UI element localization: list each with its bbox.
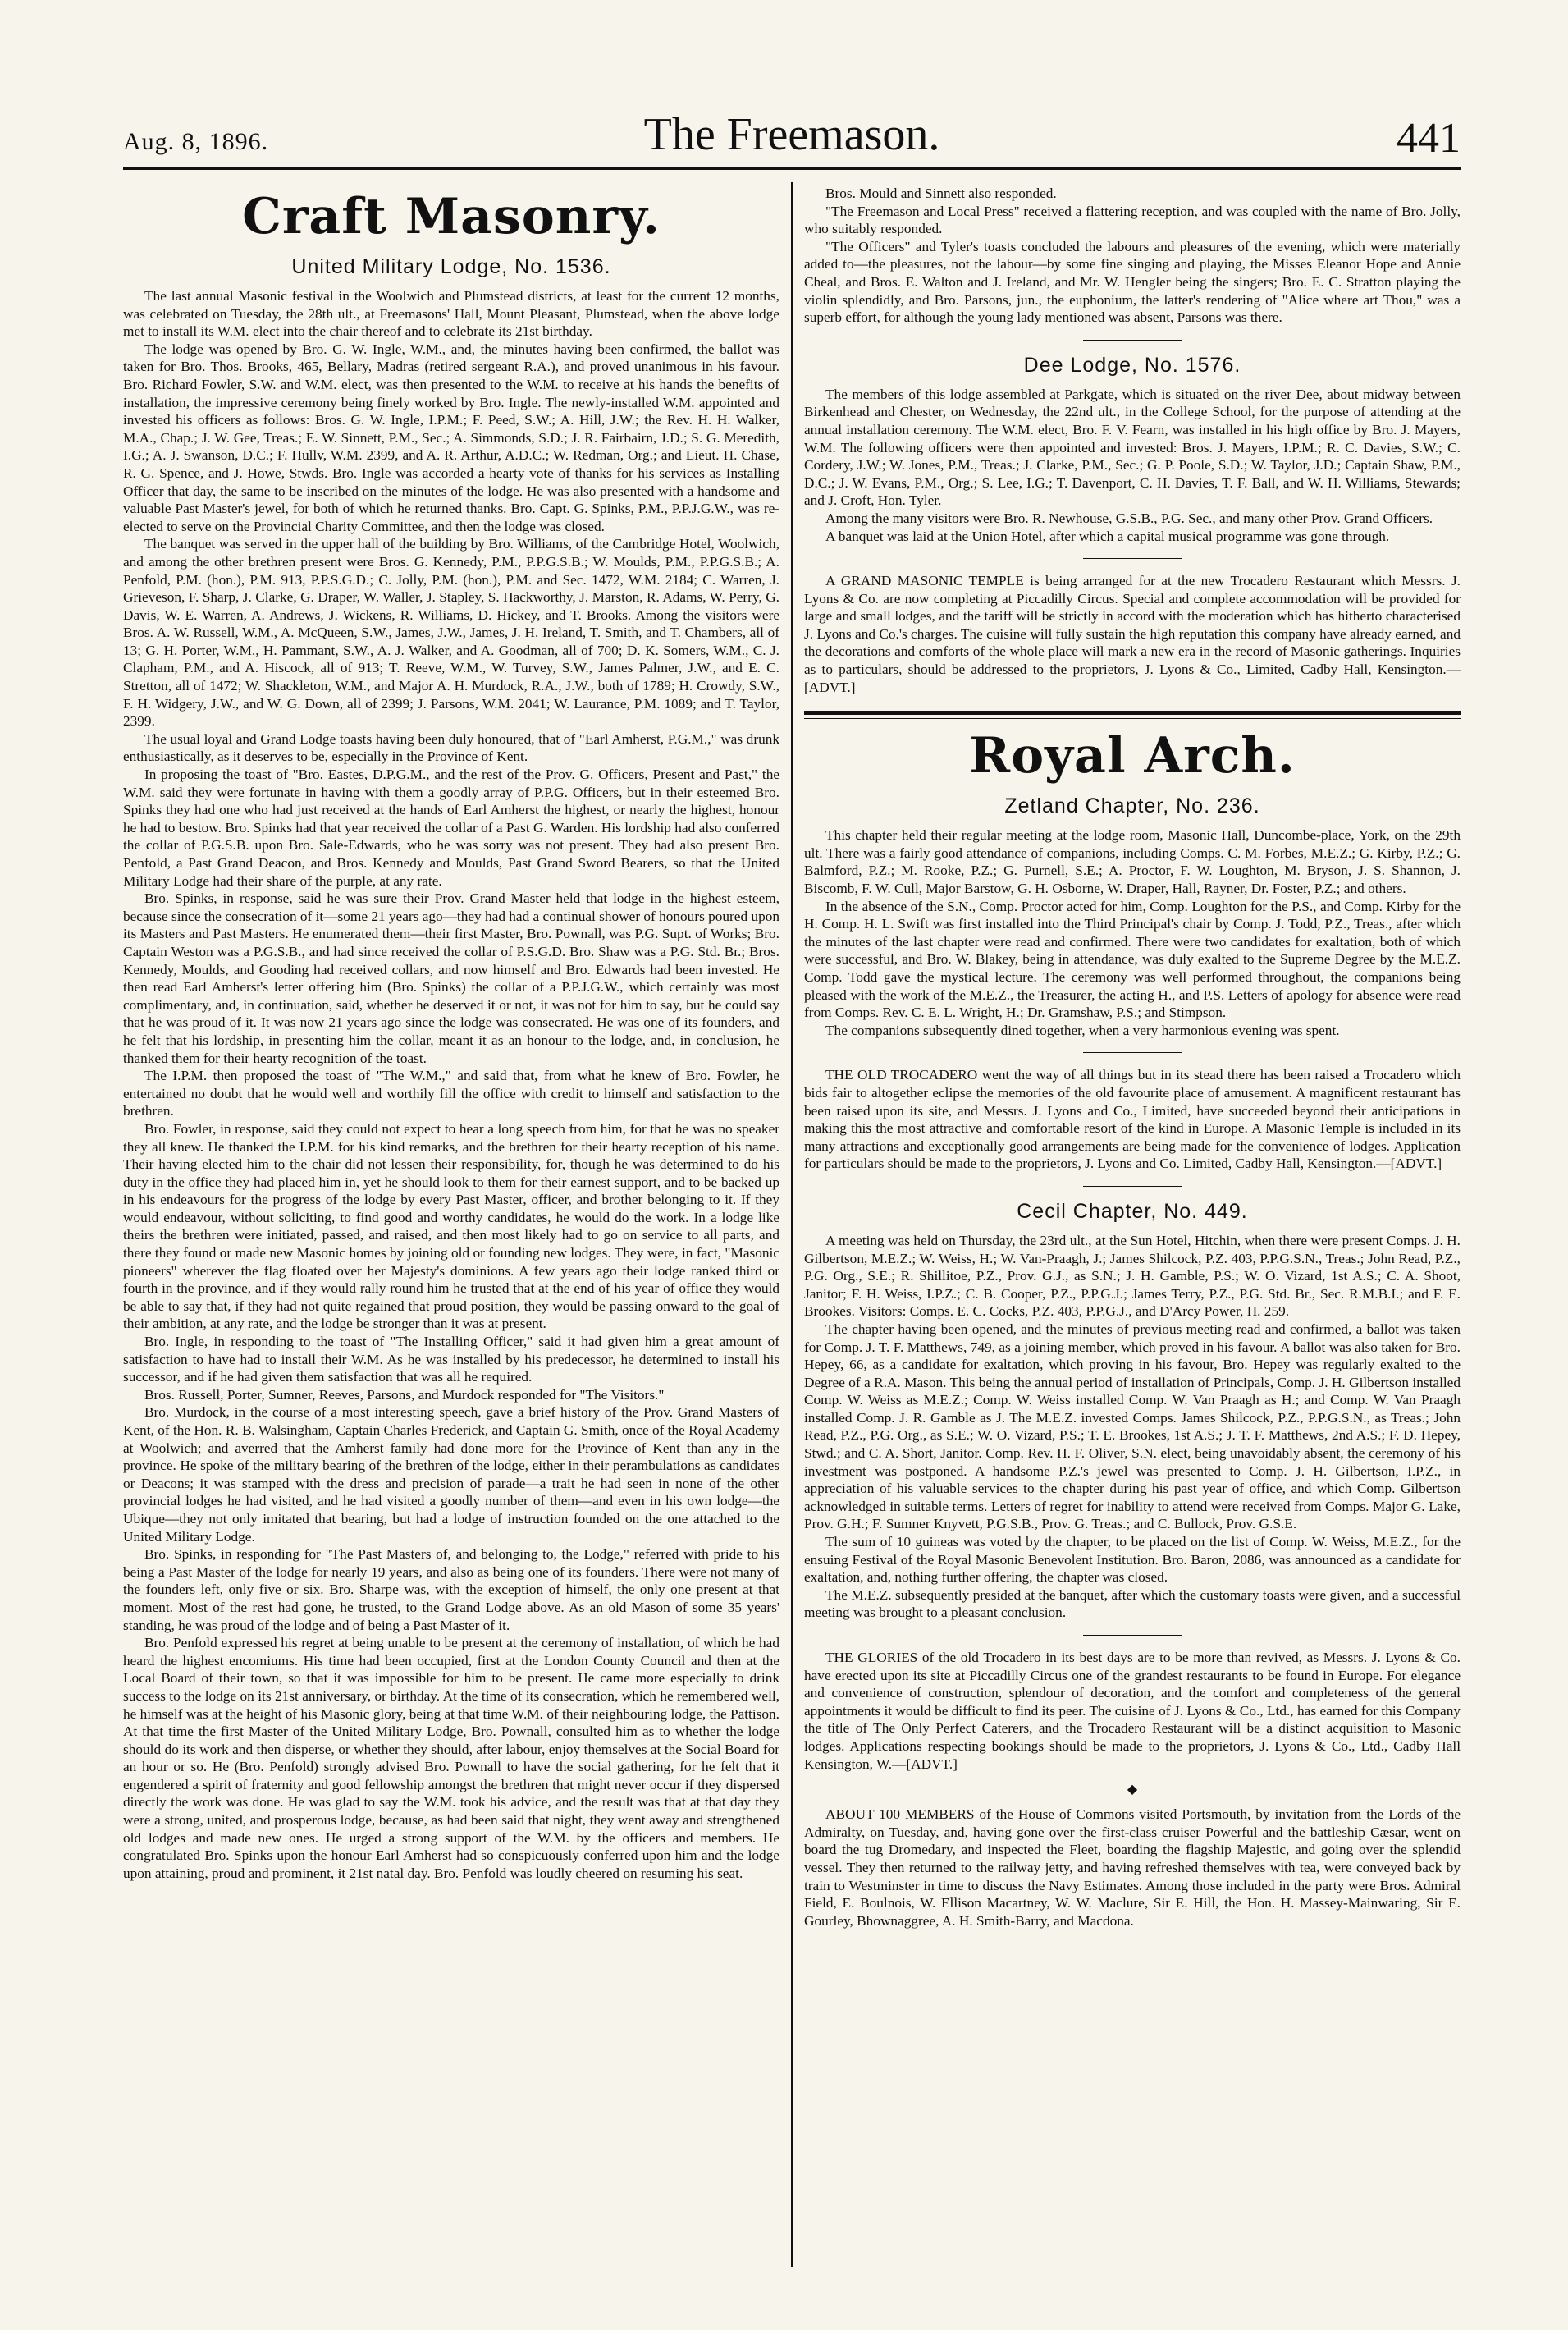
paragraph: Bros. Russell, Porter, Sumner, Reeves, Parsons, and Murdock responded for "The Visitors."	[144, 1386, 665, 1403]
paragraph: Bro. Fowler, in response, said they could not expect to hear a long speech from him, for that he was no speaker they all knew. He thanked the I.P.M. for his kind remarks, and the brethren for their hearty reception of his name. Their having elected him to the chair did not lessen their responsibility, for, though he was determined to do his duty in the office they had placed him in, yet he should look to them for their earnest support, and to be backed up in his endeavours for the progress of the lodge by every Past Master, officer, and brother belonging to it. If they would endeavour, without soliciting, to find good and worthy candidates, he would do the work. In a lodge like theirs the brethren were initiated, passed, and raised, and then most likely had to go on service to all parts, and there they found or made new Masonic homes by joining old or founding new lodges. They were, in fact, "Masonic pioneers" wherever the flag floated over her Majesty's dominions. A few years ago their lodge ranked third or fourth in the province, and if they would rally round him he trusted that at the end of his year of office they would be able to say that, if they had not quite regained that proud position, they would be passing onward to the goal of their ambition, at any rate, and the lodge be stronger than it was at present.	[123, 1120, 779, 1332]
masthead-rule	[123, 167, 1461, 170]
article-heading-zetland-chapter: Zetland Chapter, No. 236.	[1004, 794, 1260, 818]
paragraph: The sum of 10 guineas was voted by the chapter, to be placed on the list of Comp. W. Weiss, M.E.Z., for the ensuing Festival of the Royal Masonic Benevolent Institution. Bro. Baron, 2086, was announced as a candidate for exaltation, and, nothing further offering, the chapter was closed.	[804, 1534, 1461, 1586]
paragraph: The members of this lodge assembled at Parkgate, which is situated on the river Dee, about midway between Birkenhead and Chester, on Wednesday, the 22nd ult., in the College School, for the purpose of attending at the annual installation ceremony. The W.M. elect, Bro. F. V. Fearn, was installed in his high office by Bro. J. Mayers, W.M. The following officers were then appointed and invested: Bros. J. Mayers, I.P.M.; R. C. Davies, S.W.; C. Cordery, J.W.; W. Jones, P.M., Treas.; J. Clarke, P.M., Sec.; G. P. Poole, S.D.; W. Taylor, J.D.; Captain Shaw, P.M., D.C.; J. W. Evans, P.M., Org.; S. Lee, I.G.; T. Davenport, C. H. Davies, T. F. Ball, and W. H. Williams, Stewards; and J. Croft, Hon. Tyler.	[804, 386, 1461, 509]
article-continuation	[804, 185, 1461, 327]
issue-date: Aug. 8, 1896.	[123, 128, 269, 155]
separator-rule	[1083, 1635, 1182, 1636]
paragraph: Bro. Murdock, in the course of a most interesting speech, gave a brief history of the Prov. Grand Masters of Kent, of the Hon. R. B. Walsingham, Captain Charles Frederick, and Captain G. Smith, once of the Royal Academy at Woolwich; and averred that the Amherst family had done more for the Province of Kent than any in the province. He spoke of the military bearing of the brethren of the lodge, either in their perambulations as candidates or Deacons; it was stamped with the dress and precision of parade—a trait he had seen in none of the other provincial lodges he had visited, and he had visited a goodly number of them—and even in his own lodge—the Ubique—they not only imitated that bearing, but had a lodge of instruction founded on the one attached to the United Military Lodge.	[123, 1404, 779, 1545]
separator-rule	[1083, 1186, 1182, 1187]
article-heading-dee-lodge: Dee Lodge, No. 1576.	[1023, 353, 1241, 377]
paragraph: The I.P.M. then proposed the toast of "The W.M.," and said that, from what he knew of Bro. Fowler, he entertained no doubt that he would well and worthily fill the office with credit to himself and satisfaction to the brethren.	[123, 1068, 779, 1119]
section-rule-thin	[804, 718, 1461, 719]
left-column	[123, 185, 779, 1882]
newspaper-title: The Freemason.	[643, 109, 940, 160]
article-heading-cecil-chapter: Cecil Chapter, No. 449.	[1017, 1199, 1248, 1223]
paragraph: The last annual Masonic festival in the Woolwich and Plumstead districts, at least for the current 12 months, was celebrated on Tuesday, the 28th ult., at Freemasons' Hall, Mount Pleasant, Plumstead, when the above lodge met to install its W.M. elect into the chair thereof and to celebrate its 21st birthday.	[123, 288, 779, 340]
column-divider	[791, 182, 793, 2267]
article-body-cecil-chapter	[804, 1232, 1461, 1622]
paragraph: In proposing the toast of "Bro. Eastes, D.P.G.M., and the rest of the Prov. G. Officers, Present and Past," the W.M. said they were fortunate in having with them a goodly array of P.P.G. Officers, but in their esteemed Bro. Spinks they had one who had just received at the hands of Earl Amherst the highest, or nearly the highest, honour he had to bestow. Bro. Spinks had that year received the collar of a Past G. Warden. His lordship had also conferred the collar of P.G.S.B. upon Bro. Sale-Edwards, who he was sorry was not present. They had also present Bro. Penfold, a Past Grand Deacon, and Bros. Kennedy and Moulds, Past Grand Sword Bearers, so that the United Military Lodge had their share of the purple, at any rate.	[123, 767, 779, 889]
separator-rule	[1083, 340, 1182, 341]
advert-trocadero-glories: THE GLORIES of the old Trocadero in its best days are to be more than revived, as Messrs. J. Lyons & Co. have erected upon its site at Piccadilly Circus one of the grandest restaurants to be found in Europe. For elegance and convenience of construction, splendour of decoration, and the comfort and completeness of the general appointments it would be difficult to find its peer. The cuisine of J. Lyons & Co., Ltd., has earned for this Company the title of The Only Perfect Caterers, and the Trocadero Restaurant will be a distinct acquisition to Masonic lodges. Applications respecting bookings should be made to the proprietors, J. Lyons & Co., Ltd., Cadby Hall Kensington, W.—[ADVT.]	[804, 1650, 1461, 1772]
masthead	[123, 105, 1461, 164]
section-rule-thick	[804, 711, 1461, 715]
paragraph: Among the many visitors were Bro. R. Newhouse, G.S.B., P.G. Sec., and many other Prov. Grand Officers.	[825, 510, 1433, 526]
article-body-zetland-chapter	[804, 826, 1461, 1039]
paragraph: Bro. Spinks, in response, said he was sure their Prov. Grand Master held that lodge in the highest esteem, because since the consecration of it—some 21 years ago—they had had a continual shower of honours poured upon its Masters and Past Masters. He enumerated them—their first Master, Bro. Pownall, was P.G. Supt. of Works; Bro. Captain Weston was a P.G.S.B., and had since received the collar of P.S.G.D. Bro. Shaw was a P.G. Std. Br.; Bros. Kennedy, Moulds, and Gooding had received collars, and now himself and Bro. Edwards had been invested. He then read Earl Amherst's letter offering him (Bro. Spinks) the collar of a P.P.J.G.W., which certainly was most complimentary, and, in continuation, said, whether he deserved it or not, it was not for him to say, but he could say that he was proud of it. It was now 21 years ago since the lodge was consecrated. He was one of its founders, and he felt that his lordship, in presenting him the collar, meant it as an honour to the lodge, and, in conclusion, he thanked them for their hearty recognition of the toast.	[123, 890, 779, 1066]
article-body-dee-lodge	[804, 386, 1461, 545]
separator-rule	[1083, 558, 1182, 559]
paragraph: "The Officers" and Tyler's toasts concluded the labours and pleasures of the evening, which were materially added to—the pleasures, not the labour—by some fine singing and playing, the Misses Eleanor Hope and Annie Cheal, and Bros. E. Walton and J. Ireland, and Mr. W. Hengler being the singers; Bro. E. C. Stratton playing the violin splendidly, and Bro. Parsons, jun., the euphonium, the latter's rendering of "Alice where art Thou," was a superb effort, for although the young lady mentioned was absent, Parsons was there.	[804, 238, 1461, 326]
paragraph: Bro. Ingle, in responding to the toast of "The Installing Officer," said it had given him a great amount of satisfaction to have had to install their W.M. As he was installed by his predecessor, he determined to install his successor, and if he had given them satisfaction that was all he required.	[123, 1334, 779, 1385]
paragraph: The M.E.Z. subsequently presided at the banquet, after which the customary toasts were given, and a successful meeting was brought to a pleasant conclusion.	[804, 1586, 1461, 1621]
ornament-divider: ◆	[1127, 1783, 1138, 1797]
paragraph: Bros. Mould and Sinnett also responded.	[825, 185, 1057, 201]
article-heading-united-military-lodge: United Military Lodge, No. 1536.	[291, 255, 611, 278]
article-body-united-military-lodge	[123, 287, 779, 1882]
paragraph: This chapter held their regular meeting at the lodge room, Masonic Hall, Duncombe-place, York, on the 29th ult. There was a fairly good attendance of companions, including Comps. C. M. Forbes, M.E.Z.; G. Kirby, P.Z.; G. Balmford, P.Z.; M. Rooke, P.Z.; G. Purnell, S.E.; A. Proctor, F. W. Loughton, M. Bryson, J. S. Shannon, J. Biscomb, F. W. Cull, Major Barstow, G. H. Osborne, W. Draper, Hall, Rayner, Dr. Foster, P.Z.; and others.	[804, 827, 1461, 897]
paragraph: The banquet was served in the upper hall of the building by Bro. Williams, of the Cambridge Hotel, Woolwich, and among the other brethren present were Bros. G. Kennedy, P.M., P.P.G.S.B.; W. Moulds, P.M., P.P.G.S.B.; A. Penfold, P.M. (hon.), P.M. 913, P.P.S.G.D.; C. Jolly, P.M. (hon.), P.M. and Sec. 1472, W.M. 2184; C. Warren, J. Grieveson, F. Sharp, J. Clarke, G. Draper, W. Waller, J. Stapley, S. Hackworthy, J. Marston, R. Adams, W. Perry, G. Davis, W. E. Warren, A. Andrews, J. Wickens, R. Williams, D. Hickey, and T. Brooks. Among the visitors were Bros. A. W. Russell, W.M., A. McQueen, S.W., James, J.W., James, J. H. Ireland, T. Smith, and T. Chambers, all of 13; G. H. Porter, W.M., H. Pammant, S.W., A. J. Walker, and A. Goodman, all of 700; D. K. Somers, W.M., C. J. Clapham, P.M., and A. Hiscock, all of 913; T. Reeve, W.M., W. Turvey, S.W., James Palmer, J.W., and E. C. Stretton, all of 1472; W. Shackleton, W.M., and Major A. H. Murdock, R.A., J.W., both of 1789; H. Crowdy, S.W., F. H. Widgery, J.W., and W. G. Down, all of 2399; J. Parsons, W.M. 2041; W. Laurance, P.M. 1089; and T. Taylor, 2399.	[123, 536, 779, 730]
paragraph: "The Freemason and Local Press" received a flattering reception, and was coupled with the name of Bro. Jolly, who suitably responded.	[804, 203, 1461, 237]
paragraph: Bro. Spinks, in responding for "The Past Masters of, and belonging to, the Lodge," referred with pride to his being a Past Master of the lodge for nearly 19 years, and also as being one of its founders. There were not many of the founders left, only five or six. Bro. Sharpe was, with the exception of himself, the only one present at that moment. Most of the rest had gone, he trusted, to the Grand Lodge above. As an old Mason of some 35 years' standing, he was proud of the lodge and of being a Past Master of it.	[123, 1546, 779, 1633]
news-item-house-of-commons: ABOUT 100 MEMBERS of the House of Commons visited Portsmouth, by invitation from the Lords of the Admiralty, on Tuesday, and, having gone over the first-class cruiser Powerful and the battleship Cæsar, went on board the tug Dromedary, and inspected the Fleet, boarding the flagship Majestic, and going over the splendid vessel. They then returned to the railway jetty, and having refreshed themselves with tea, were conveyed back by train to Westminster in time to discuss the Navy Estimates. Among those included in the party were Bros. Admiral Field, E. Boulnois, W. Ellison Macartney, W. W. Maclure, Sir E. Hill, the Hon. H. Massey-Mainwaring, Sir E. Gourley, Bhownaggree, A. H. Smith-Barry, and Macdona.	[804, 1806, 1461, 1929]
paragraph: The lodge was opened by Bro. G. W. Ingle, W.M., and, the minutes having been confirmed, the ballot was taken for Bro. Thos. Brooks, 465, Bellary, Madras (retired sergeant R.A.), and proved unanimous in his favour. Bro. Richard Fowler, S.W. and W.M. elect, was then presented to the W.M. to receive at his hands the benefits of installation, the impressive ceremony being finely worked by Bro. Ingle. The newly-installed W.M. appointed and invested his officers as follows: Bros. G. W. Ingle, I.P.M.; F. Peed, S.W.; A. Hill, J.W.; the Rev. H. H. Walker, M.A., Chap.; J. W. Gee, Treas.; E. W. Sinnett, P.M., Sec.; A. Simmonds, S.D.; J. R. Fairbairn, J.D.; S. G. Meredith, I.G.; A. J. Swanson, D.C.; F. Hullv, W.M. 2399, and A. R. Arthur, A.D.C.; W. Redman, Org.; and Lieut. H. Chase, R. G. Spence, and J. Howe, Stwds. Bro. Ingle was accorded a hearty vote of thanks for his services as Installing Officer that day, the same to be inscribed on the minutes of the lodge. He was also presented with a handsome and valuable Past Master's jewel, for both of which he returned thanks. Bro. Capt. G. Spinks, P.M., P.P.J.G.W., was re-elected to serve on the Provincial Charity Committee, and then the lodge was closed.	[123, 341, 779, 534]
right-column	[804, 185, 1461, 1929]
paragraph: The companions subsequently dined together, when a very harmonious evening was spent.	[825, 1022, 1340, 1038]
paragraph: A meeting was held on Thursday, the 23rd ult., at the Sun Hotel, Hitchin, when there were present Comps. J. H. Gilbertson, M.E.Z.; W. Weiss, H.; W. Van-Praagh, J.; James Shilcock, P.Z. 403, P.P.G.S.N., Treas.; John Read, P.Z., P.G. Org., S.E.; R. Shillitoe, P.Z., Prov. G.J., as S.N.; J. H. Gamble, P.S.; W. O. Vizard, 1st A.S.; C. A. Shoot, Janitor; F. H. Weiss, I.P.Z.; C. B. Cooper, P.Z., P.P.G.J.; James Terry, P.Z., P.G. Std. Br., Sec. R.M.B.I.; and F. E. Brookes. Visitors: Comps. E. C. Cocks, P.Z. 403, P.P.G.J., and D'Arcy Power, H. 259.	[804, 1232, 1461, 1320]
paragraph: A banquet was laid at the Union Hotel, after which a capital musical programme was gone through.	[825, 528, 1390, 544]
advert-masonic-temple: A GRAND MASONIC TEMPLE is being arranged for at the new Trocadero Restaurant which Messrs. J. Lyons & Co. are now completing at Piccadilly Circus. Special and complete accommodation will be provided for large and small lodges, and the tariff will be strictly in accord with the moderation which has hitherto characterised J. Lyons and Co.'s charges. The cuisine will fully sustain the high reputation this company have already earned, and the decorations and comforts of the whole place will mark a new era in the record of Masonic gatherings. Inquiries as to particulars, should be addressed to the proprietors, J. Lyons & Co., Limited, Cadby Hall, Kensington.—[ADVT.]	[804, 573, 1461, 695]
section-title-craft-masonry: Craft Masonry.	[242, 188, 661, 245]
paragraph: The usual loyal and Grand Lodge toasts having been duly honoured, that of "Earl Amherst, P.G.M.," was drunk enthusiastically, as it deserves to be, especially in the Province of Kent.	[123, 730, 779, 765]
paragraph: Bro. Penfold expressed his regret at being unable to be present at the ceremony of installation, of which he had heard the highest encomiums. His time had been occupied, first at the London County Council and then at the Local Board of their town, so that it was impossible for him to be present. He came more especially to drink success to the lodge on its 21st anniversary, or birthday. At the time of its consecration, which he remembered well, he himself was at the height of his Masonic glory, being at that time W.M. of their neighbouring lodge, the Pattison. At that time the first Master of the United Military Lodge, Bro. Pownall, consulted him as to whether the lodge should do its work and then disperse, or whether they should, after labour, enjoy themselves at the Social Board for an hour or so. He (Bro. Penfold) strongly advised Bro. Pownall to have the social gathering, for he felt that it engendered a spirit of fraternity and good fellowship amongst the brethren that might never occur if they dispersed directly the work was done. He was glad to say the W.M. took his advice, and the result was that at that day they were a strong, united, and prosperous lodge, because, as had been said that night, they went away and strengthened old lodges and made new ones. He urged a strong support of the W.M. by the officers and members. He congratulated Bro. Spinks upon the honour Earl Amherst had so conspicuously conferred upon him and the lodge upon attaining, proud and prominent, it 21st natal day. Bro. Penfold was loudly cheered on resuming his seat.	[123, 1635, 779, 1881]
separator-rule	[1083, 1052, 1182, 1053]
section-title-royal-arch: Royal Arch.	[969, 727, 1296, 785]
advert-old-trocadero: THE OLD TROCADERO went the way of all things but in its stead there has been raised a Trocadero which bids fair to altogether eclipse the memories of the old favourite place of amusement. A magnificent restaurant has been raised upon its site, and Messrs. J. Lyons and Co., Limited, have succeeded beyond their anticipations in making this the most attractive and comfortable resort of the kind in Europe. A Masonic Temple is included in its many attractions and exceptionally good arrangements are being made for the convenience of lodges. Application for particulars should be made to the proprietors, J. Lyons and Co. Limited, Cadby Hall, Kensington.—[ADVT.]	[804, 1067, 1461, 1172]
paragraph: In the absence of the S.N., Comp. Proctor acted for him, Comp. Loughton for the P.S., and Comp. Kirby for the H. Comp. H. L. Swift was first installed into the Third Principal's chair by Comp. J. Todd, P.Z., Treas., after which the minutes of the last chapter were read and confirmed. There were two candidates for exaltation, both of which were successful, and Bro. W. Blakey, being in attendance, was duly exalted to the Supreme Degree by the M.E.Z. Comp. Todd gave the mystical lecture. The ceremony was well performed throughout, the companions being pleased with the work of the M.E.Z., the Treasurer, the acting H., and P.S. Letters of apology for absence were read from Comps. Rev. C. E. L. Wright, H.; Dr. Gramshaw, P.S.; and Stimpson.	[804, 898, 1461, 1021]
paragraph: The chapter having been opened, and the minutes of previous meeting read and confirmed, a ballot was taken for Comp. J. T. F. Matthews, 749, as a joining member, which proved in his favour. A ballot was also taken for Bro. Hepey, 66, as a candidate for exaltation, which proving in his favour, Bro. Hepey was regularly exalted to the Degree of a R.A. Mason. This being the annual period of installation of Principals, Comp. J. H. Gilbertson installed Comp. W. Weiss as M.E.Z.; Comp. W. Weiss installed Comp. W. Van Praagh as H.; and Comp. W. Van Praagh installed Comp. J. R. Gamble as J. The M.E.Z. invested Comps. James Shilcock, P.Z., P.P.G.S.N., as Treas.; John Read, P.Z., P.G. Org., as S.E.; W. O. Vizard, P.S.; T. E. Brookes, 1st A.S.; J. T. F. Matthews, 2nd A.S.; F. D. Hepey, Stwd.; and C. A. Short, Janitor. Comp. Rev. H. F. Oliver, S.N. elect, being unavoidably absent, the ceremony of his investment was postponed. A handsome P.Z.'s jewel was presented to Comp. J. H. Gilbertson, I.P.Z., in appreciation of his valuable services to the chapter during his past year of office, and which Comp. Gilbertson acknowledged in suitable terms. Letters of regret for inability to attend were received from Comps. Major G. Lake, Prov. G.H.; F. Sumner Knyvett, P.G.S.B., Prov. G. Treas.; and C. Bullock, Prov. G.S.E.	[804, 1321, 1461, 1532]
page-number: 441	[1397, 115, 1461, 162]
